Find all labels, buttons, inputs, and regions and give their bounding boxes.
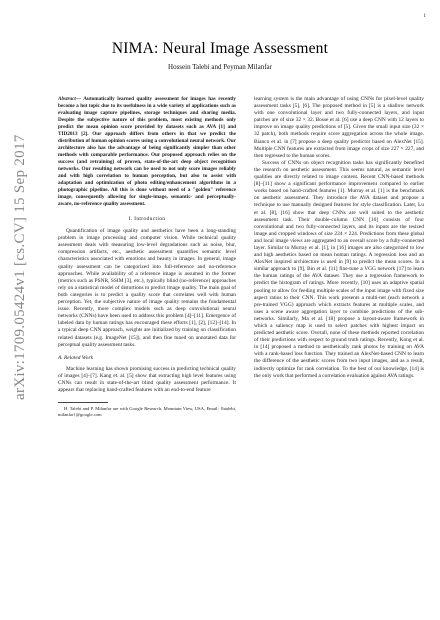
related-work-paragraph: Machine learning has shown promising success in predicting technical quality of images [4]–[7]. Kang et. al. [5] show that extracting high level features using CNNs can result in state-of-the-art blind quality assessment performance. It appears that replacing hand-crafted features with an end-to-end feature [58,365,236,394]
right-column [254,96,424,380]
footnote-divider [58,402,108,403]
footnote: H. Talebi and P. Milanfar are with Google Research, Mountain View, USA, Email: {htalebi, milanfar}@google.com [58,406,236,417]
page-number: 1 [423,14,426,19]
subsection-heading-related-work: A. Related Work [58,354,93,361]
intro-paragraph: Quantification of image quality and aesthetics have been a long-standing problem in image processing and computer vision. While technical quality assessment deals with measuring low-level degradations such as noise, blur, compression artifacts, etc., aesthetic assessment quantifies semantic level characteristics associated with emotions and beauty in images. In general, image quality assessment can be categorized into full-reference and no-reference approaches. While availability of a reference image is assumed in the former (metrics such as PSNR, SSIM [3], etc.), typically blind (no-reference) approaches rely on a statistical model of distortions to predict image quality. The main goal of both categories is to predict a quality score that correlates well with human perception. Yet, the subjective nature of image quality remains the fundamental issue. Recently, more complex models such as deep convolutional neural networks (CNNs) have been used to address this problem [4]–[11]. Emergence of labeled data by human ratings has encouraged these efforts [1], [2], [12]–[14]. In a typical deep CNN approach, weights are initialized by training on classification related datasets (e.g. ImageNet [15]), and then fine tuned on annotated data for perceptual quality assessment tasks. [58,228,236,348]
body-paragraph: Success of CNNs on object recognition tasks has significantly benefited the research on aesthetic assessment. This seems natural, as semantic level qualities are directly related to image content. Recent CNN-based methods [8]–[11] show a significant performance improvement compared to earlier works based on hand-crafted features [1]. Murray et al. [1] is the benchmark on aesthetic assessment. They introduce the AVA dataset and propose a technique to use manually designed features for style classification. Later, Lu et al. [8], [16] show that deep CNNs are well suited to the aesthetic assessment task. Their double-column CNN [16] consists of four convolutional and two fully-connected layers, and its inputs are the resized image and cropped windows of size 224 × 224. Predictions from these global and local image views are aggregated to an overall score by a fully-connected layer. Similar to Murray et al. [1], in [16] images are also categorized to low and high aesthetics based on mean human ratings. A regression loss and an AlexNet inspired architecture is used in [9] to predict the mean scores. In a similar approach to [9], Bin et al. [11] fine-tune a VGG network [17] to learn the human ratings of the AVA dataset. They use a regression framework to predict the histogram of ratings. More recently, [10] uses an adaptive spatial pooling to allow for feeding multiple scales of the input image with fixed size aspect ratios to their CNN. This work presents a multi-net (each network a pre-trained VGG) approach which extracts features at multiple scales, and uses a scene aware aggregation layer to combine predictions of the sub-networks. Similarly, Ma et al. [18] propose a layout-aware framework in which a saliency map is used to select patches with highest impact on predicted aesthetic score. Overall, none of these methods reported correlation of their predictions with respect to ground truth ratings. Recently, Kong et al. in [14] proposed a method to aesthetically rank photos by training on AVA with a rank-based loss function. They trained an AlexNet-based CNN to learn the difference of the aesthetic scores from two input images, and as a result, indirectly optimize for rank correlation. To the best of our knowledge, [14] is the only work that performed a correlation evaluation against AVA ratings. [254,159,424,379]
left-column [58,96,236,418]
body-paragraph: learning system is the main advantage of using CNNs for pixel-level quality assessment tasks [5], [6]. The proposed method in [5] is a shallow network with one convolutional layer and two fully-connected layers, and input patches are of size 32 × 32. Bosse et al. [6] use a deep CNN with 12 layers to improve on image quality predictions of [5]. Given the small input size (32 × 32 patch), both methods require score aggregation across the whole image. Bianco et al. in [7] propose a deep quality predictor based on AlexNet [15]. Multiple CNN features are extracted from image crops of size 227 × 227, and then regressed to the human scores. [254,96,424,159]
section-heading-introduction: I. Introduction [128,216,166,222]
abstract-lead: Abstract [58,96,76,102]
abstract [58,96,236,208]
paper-title: NIMA: Neural Image Assessment [111,40,329,57]
paper-authors: Hossein Talebi and Peyman Milanfar [168,63,272,71]
arxiv-identifier: arXiv:1709.05424v1 [cs.CV] 15 Sep 2017 [12,134,28,400]
abstract-text: — Automatically learned quality assessment for images has recently become a hot topic due to its usefulness in a wide variety of applications such as evaluating image capture pipelines, storage techniques and sharing media. Despite the subjective nature of this problem, most existing methods only predict the mean opinion score provided by datasets such as AVA [1] and TID2013 [2]. Our approach differs from others in that we predict the distribution of human opinion scores using a convolutional neural network. Our architecture also has the advantage of being significantly simpler than other methods with comparable performance. Our proposed approach relies on the success (and retraining) of proven, state-of-the-art deep object recognition networks. Our resulting network can be used to not only score images reliably and with high correlation to human perception, but also to assist with adaptation and optimization of photo editing/enhancement algorithms in a photographic pipeline. All this is done without need of a "golden" reference image, consequently allowing for single-image, semantic- and perceptually-aware, no-reference quality assessment. [58,96,236,207]
